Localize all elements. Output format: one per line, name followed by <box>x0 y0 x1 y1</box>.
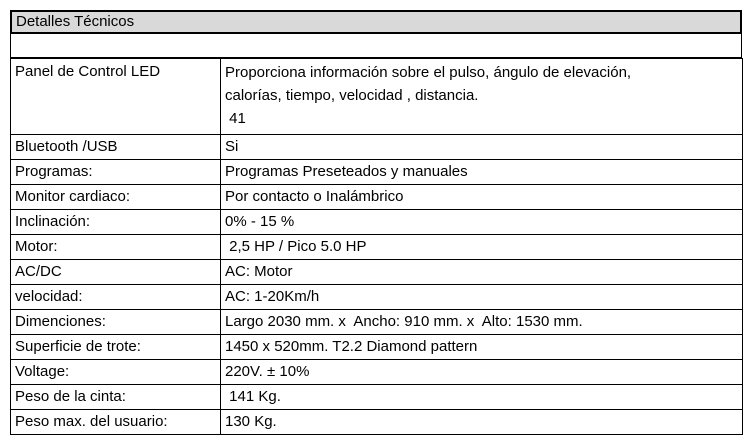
spec-value: Largo 2030 mm. x Ancho: 910 mm. x Alto: 1530 mm. <box>221 310 743 335</box>
spec-value-line: calorías, tiempo, velocidad , distancia. <box>225 87 479 104</box>
spec-sheet <box>10 10 742 435</box>
spec-label: Programas: <box>11 160 221 185</box>
table-row <box>11 59 743 85</box>
spec-label: Motor: <box>11 235 221 260</box>
table-row <box>11 210 743 235</box>
spec-label: Peso de la cinta: <box>11 385 221 410</box>
spec-label: Inclinación: <box>11 210 221 235</box>
table-row <box>11 235 743 260</box>
spec-label: Voltage: <box>11 360 221 385</box>
spec-label: Superficie de trote: <box>11 335 221 360</box>
table-row <box>11 285 743 310</box>
spec-label-empty <box>11 84 221 135</box>
table-row <box>11 410 743 435</box>
table-row <box>11 260 743 285</box>
spec-value: 130 Kg. <box>221 410 743 435</box>
spec-label: Peso max. del usuario: <box>11 410 221 435</box>
sheet-title: Detalles Técnicos <box>10 10 742 34</box>
spec-value: AC: 1-20Km/h <box>221 285 743 310</box>
spec-value: 141 Kg. <box>221 385 743 410</box>
table-row <box>11 385 743 410</box>
spec-value: Por contacto o Inalámbrico <box>221 185 743 210</box>
spec-label: Bluetooth /USB <box>11 135 221 160</box>
table-row <box>11 335 743 360</box>
spec-label: velocidad: <box>11 285 221 310</box>
spec-value: 2,5 HP / Pico 5.0 HP <box>221 235 743 260</box>
spec-value-line: Proporciona información sobre el pulso, ángulo de elevación, <box>225 64 632 81</box>
spec-label: AC/DC <box>11 260 221 285</box>
spec-value: AC: Motor <box>221 260 743 285</box>
table-row <box>11 360 743 385</box>
spec-value: 0% - 15 % <box>221 210 743 235</box>
table-row <box>11 135 743 160</box>
spec-label: Panel de Control LED <box>11 59 221 85</box>
spec-value: 220V. ± 10% <box>221 360 743 385</box>
spec-value-line: 41 <box>225 110 246 127</box>
table-row <box>11 185 743 210</box>
spec-label: Monitor cardiaco: <box>11 185 221 210</box>
empty-row <box>10 34 742 58</box>
table-row <box>11 160 743 185</box>
table-row <box>11 310 743 335</box>
spec-label: Dimenciones: <box>11 310 221 335</box>
spec-value <box>221 59 743 135</box>
specs-table <box>10 58 743 435</box>
spec-value: Si <box>221 135 743 160</box>
spec-value: 1450 x 520mm. T2.2 Diamond pattern <box>221 335 743 360</box>
spec-value: Programas Preseteados y manuales <box>221 160 743 185</box>
